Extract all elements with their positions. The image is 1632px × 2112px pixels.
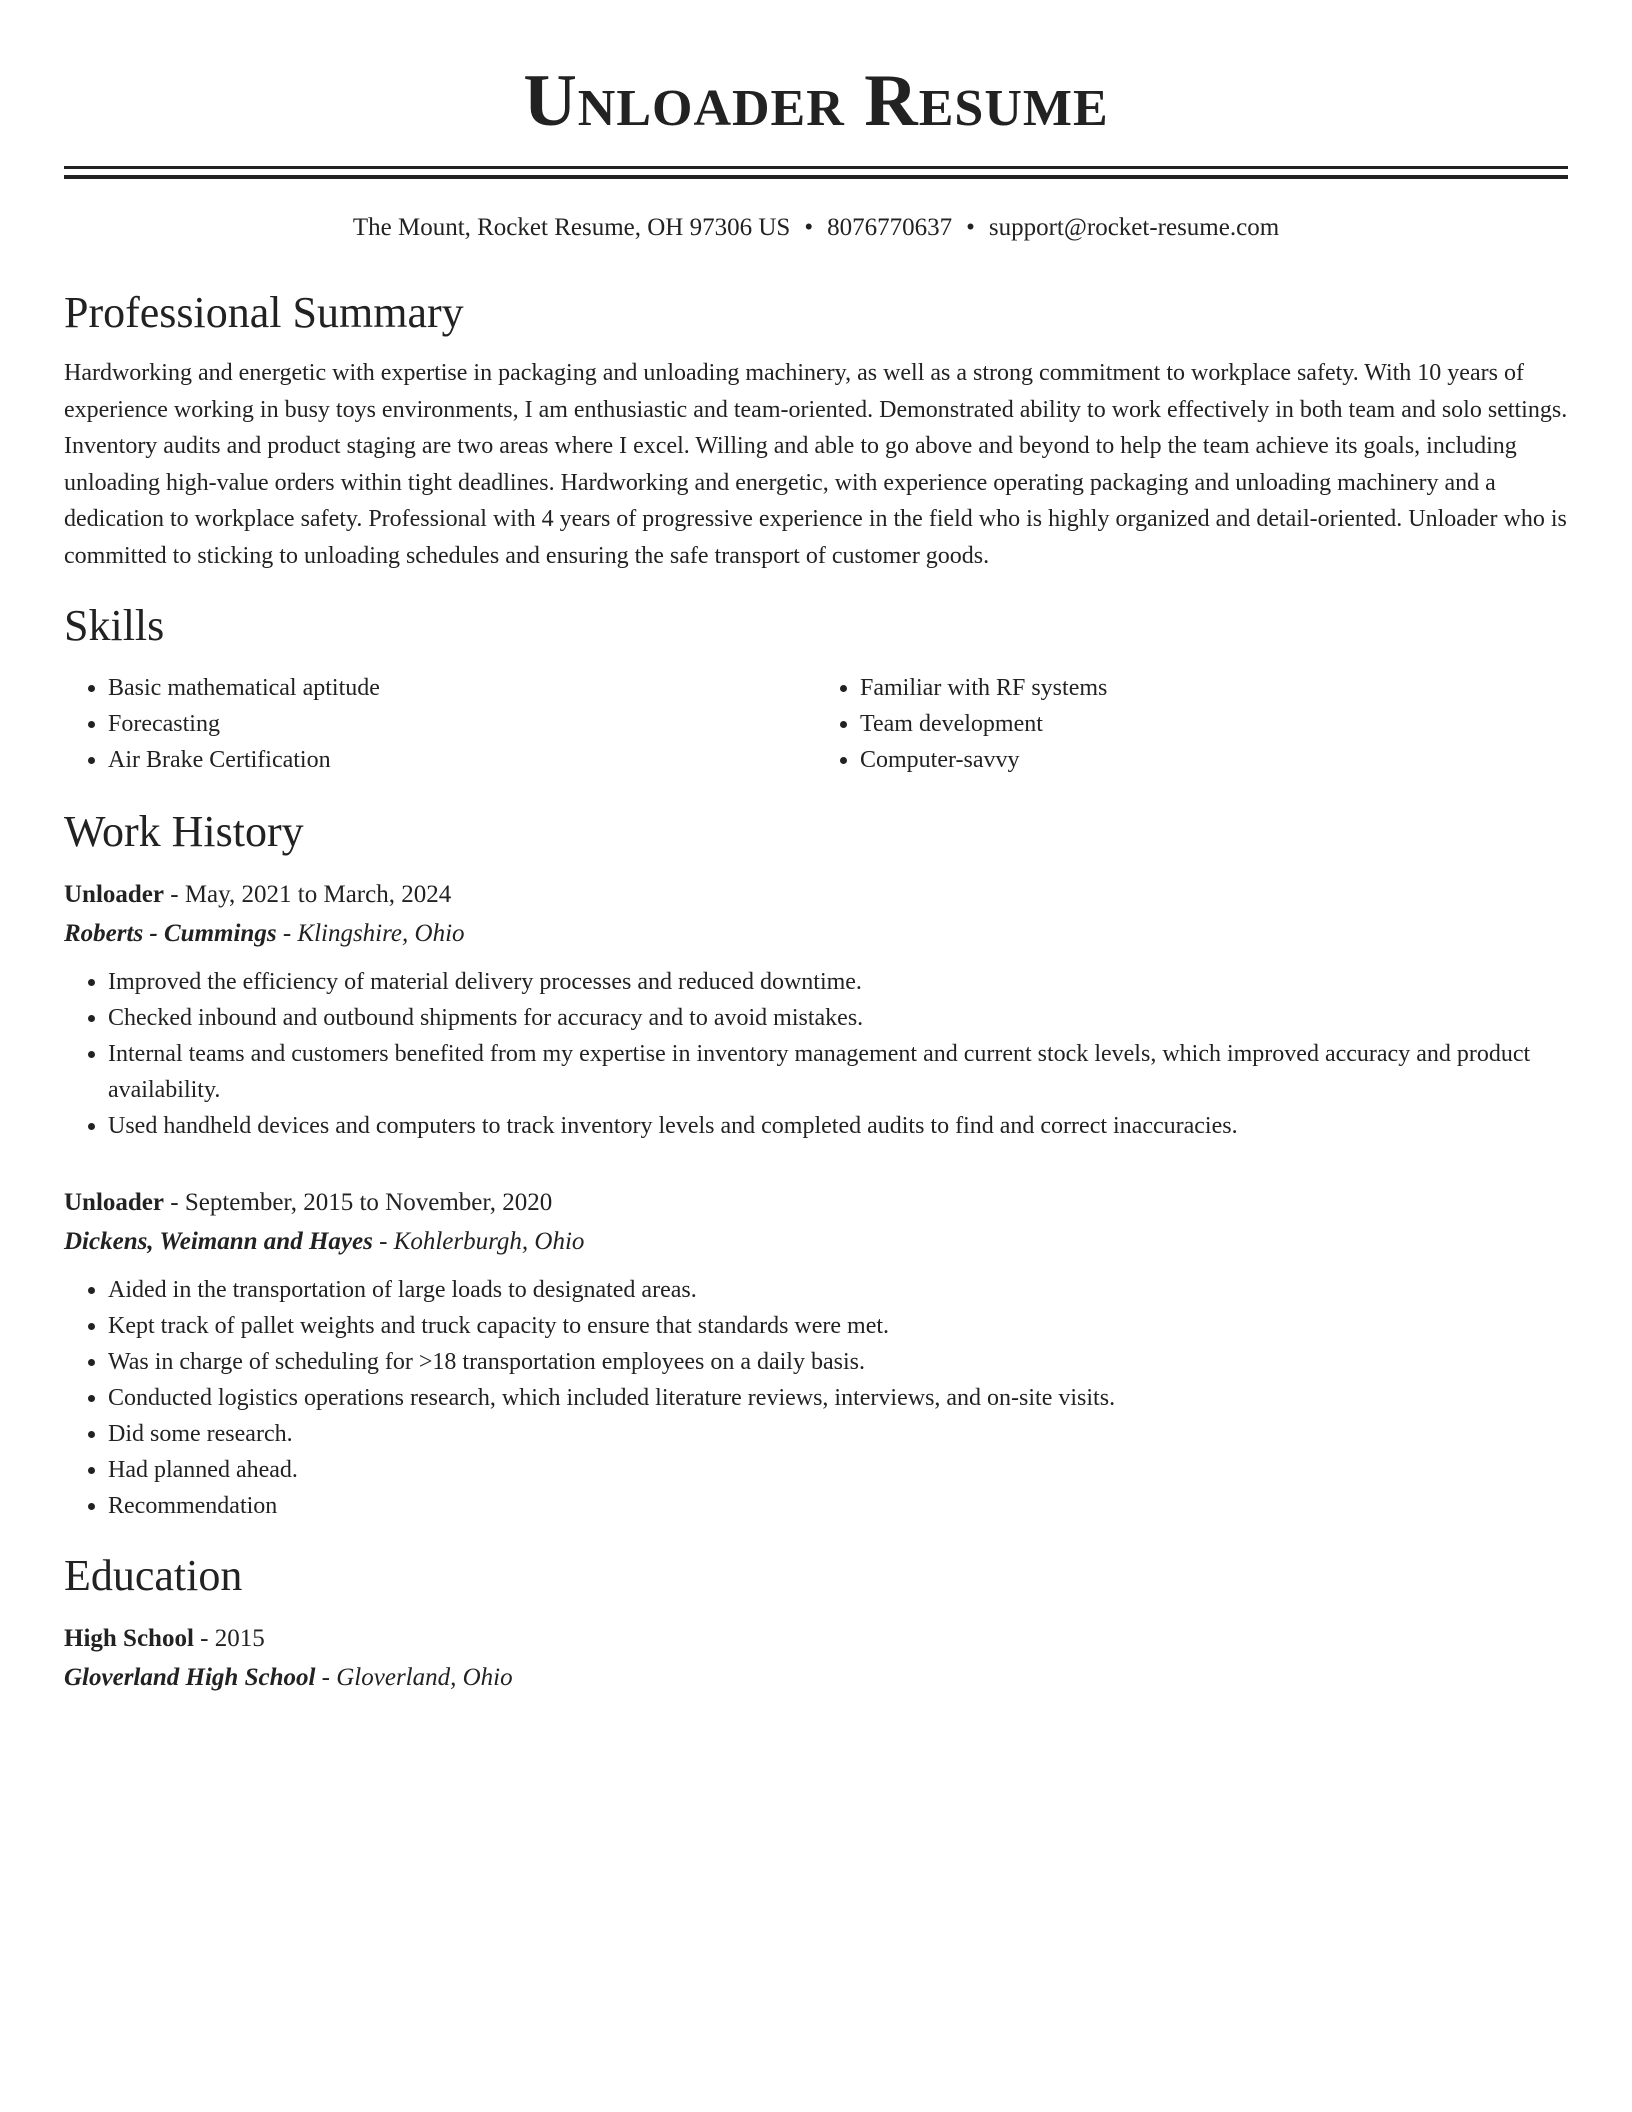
contact-email: support@rocket-resume.com	[988, 214, 1280, 241]
skill-item: • Basic mathematical aptitude	[108, 670, 816, 706]
skills-grid	[64, 670, 1568, 778]
job-duty: • Conducted logistics operations research, which included literature reviews, interviews, and on-site visits.	[108, 1380, 1568, 1416]
job-entry	[64, 876, 1568, 1144]
skills-column-left	[64, 670, 816, 778]
job-title-line	[64, 876, 1568, 914]
job-company-line	[64, 1222, 1568, 1262]
skill-item: • Familiar with RF systems	[860, 670, 1568, 706]
job-duty: • Improved the efficiency of material delivery processes and reduced downtime.	[108, 964, 1568, 1000]
education-year: - 2015	[193, 1625, 265, 1652]
job-duty: • Used handheld devices and computers to track inventory levels and completed audits to find and correct inaccuracies.	[108, 1108, 1568, 1144]
job-location: - Kohlerburgh, Ohio	[372, 1228, 585, 1255]
job-duties	[64, 1272, 1568, 1524]
skill-item: • Forecasting	[108, 706, 816, 742]
job-entry	[64, 1184, 1568, 1524]
skills-heading: Skills	[64, 601, 165, 650]
job-duty: • Aided in the transportation of large loads to designated areas.	[108, 1272, 1568, 1308]
education-location: - Gloverland, Ohio	[315, 1664, 513, 1691]
resume-title: Unloader Resume	[523, 60, 1109, 142]
job-duty: • Had planned ahead.	[108, 1452, 1568, 1488]
job-dates: - September, 2015 to November, 2020	[164, 1189, 553, 1216]
contact-address: The Mount, Rocket Resume, OH 97306 US	[352, 214, 791, 241]
job-company: Dickens, Weimann and Hayes	[64, 1228, 373, 1255]
job-duty: • Kept track of pallet weights and truck capacity to ensure that standards were met.	[108, 1308, 1568, 1344]
contact-separator: •	[804, 214, 814, 241]
contact-line	[64, 213, 1568, 243]
education-heading: Education	[64, 1551, 243, 1600]
education-degree-line	[64, 1620, 1568, 1658]
job-company-line	[64, 914, 1568, 954]
education-entry	[64, 1620, 1568, 1698]
header-divider-top	[64, 166, 1568, 169]
job-company: Roberts - Cummings	[64, 920, 277, 947]
job-duty: • Internal teams and customers benefited from my expertise in inventory management and current stock levels, which improved accuracy and product availability.	[108, 1036, 1568, 1108]
job-dates: - May, 2021 to March, 2024	[164, 881, 452, 908]
job-role: Unloader	[64, 1189, 164, 1216]
job-duty: • Did some research.	[108, 1416, 1568, 1452]
education-school: Gloverland High School	[64, 1664, 316, 1691]
job-duty: • Checked inbound and outbound shipments for accuracy and to avoid mistakes.	[108, 1000, 1568, 1036]
job-duty: • Was in charge of scheduling for >18 transportation employees on a daily basis.	[108, 1344, 1568, 1380]
job-role: Unloader	[64, 881, 164, 908]
work-history-heading: Work History	[64, 807, 304, 856]
skill-item: • Air Brake Certification	[108, 742, 816, 778]
summary-heading: Professional Summary	[64, 288, 464, 337]
education-school-line	[64, 1658, 1568, 1698]
summary-text: Hardworking and energetic with expertise in packaging and unloading machinery, as well as a strong commitment to workplace safety. With 10 years of experience working in busy toys environments, I am enthusiastic and team-oriented. Demonstrated ability to work effectively in both team and solo settings. Inventory audits and product staging are two areas where I excel. Willing and able to go above and beyond to help the team achieve its goals, including unloading high-value orders within tight deadlines. Hardworking and energetic, with experience operating packaging and unloading machinery and a dedication to workplace safety. Professional with 4 years of progressive experience in the field who is highly organized and detail-oriented. Unloader who is committed to sticking to unloading schedules and ensuring the safe transport of customer goods.	[64, 360, 1568, 569]
education-degree: High School	[64, 1625, 194, 1652]
skills-column-right	[816, 670, 1568, 778]
skill-item: • Computer-savvy	[860, 742, 1568, 778]
contact-phone: 8076770637	[827, 214, 953, 241]
job-duties	[64, 964, 1568, 1144]
job-location: - Klingshire, Ohio	[276, 920, 465, 947]
job-title-line	[64, 1184, 1568, 1222]
header-divider-bottom	[64, 175, 1568, 179]
contact-separator: •	[966, 214, 975, 241]
job-duty: • Recommendation	[108, 1488, 1568, 1524]
skill-item: • Team development	[860, 706, 1568, 742]
